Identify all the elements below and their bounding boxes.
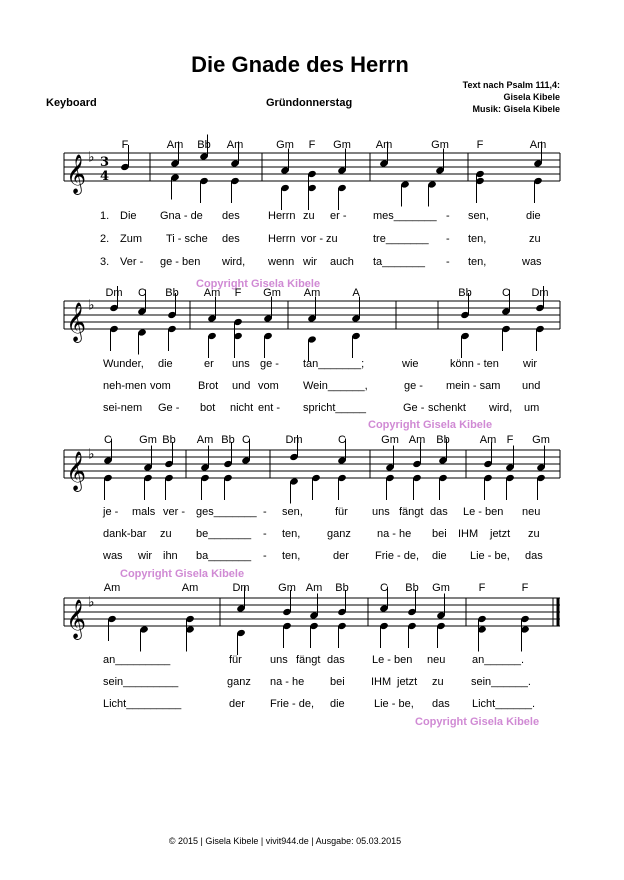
lyric-syllable: wir (303, 256, 318, 268)
lyric-syllable: sein______. (471, 676, 531, 688)
chord-symbol: C (242, 434, 250, 446)
lyric-syllable: wenn (268, 256, 295, 268)
lyric-syllable: uns (372, 506, 390, 518)
lyric-syllable: zu (432, 676, 444, 688)
lyric-syllable: tan_______; (303, 358, 365, 370)
lyric-syllable: Lie - be, (374, 698, 414, 710)
lyric-syllable: um (524, 402, 540, 414)
credit-text: Text nach Psalm 111,4: (462, 80, 560, 90)
chord-symbol: F (521, 582, 529, 594)
copyright-watermark: Copyright Gisela Kibele (368, 419, 493, 431)
lyric-syllable: ver - (163, 506, 185, 518)
chord-symbol: Bb (221, 434, 235, 446)
chord-symbol: Bb (458, 287, 472, 299)
lyric-syllable: und (232, 380, 251, 392)
lyric-syllable: an______. (472, 654, 524, 666)
lyric-syllable: und (522, 380, 541, 392)
lyric-syllable: ent - (258, 402, 281, 414)
lyric-syllable: ge - ben (160, 256, 201, 268)
lyric-syllable: vom (258, 380, 279, 392)
chord-symbol: Gm (432, 582, 450, 594)
chord-symbol: Dm (531, 287, 549, 299)
lyric-syllable: ten, (468, 233, 487, 245)
chord-symbol: Am (479, 434, 497, 446)
lyric-syllable: des (222, 233, 240, 245)
instrument-label: Keyboard (46, 97, 97, 109)
lyric-syllable: ganz (327, 528, 351, 540)
chord-symbol: Dm (232, 582, 250, 594)
verse-number: 1. (100, 210, 110, 222)
chord-symbol: C (502, 287, 510, 299)
lyric-syllable: das (432, 698, 450, 710)
occasion-label: Gründonnerstag (266, 97, 353, 109)
lyric-syllable: ta_______ (373, 256, 425, 268)
lyric-syllable: die (158, 358, 173, 370)
treble-clef-icon: 𝄞 (66, 599, 87, 639)
lyric-syllable: neu (522, 506, 541, 518)
lyric-syllable: Frie - de, (375, 550, 420, 562)
lyric-syllable: fängt (296, 654, 321, 666)
chord-symbol: F (234, 287, 242, 299)
chord-symbol: Am (529, 139, 547, 151)
chord-symbol: Gm (333, 139, 351, 151)
lyric-syllable: ge - (260, 358, 279, 370)
lyric-syllable: na - he (270, 676, 305, 688)
lyric-syllable: wird, (222, 256, 246, 268)
chord-symbol: Gm (263, 287, 281, 299)
lyric-syllable: sei-nem (103, 402, 143, 414)
credit-composer: Musik: Gisela Kibele (472, 104, 560, 114)
verse-number: 2. (100, 233, 110, 245)
lyric-syllable: - (446, 233, 450, 245)
chord-symbol: C (138, 287, 146, 299)
lyric-syllable: für (229, 654, 242, 666)
lyric-syllable: ten, (282, 528, 301, 540)
chord-symbol: F (121, 139, 129, 151)
chord-symbol: Am (408, 434, 426, 446)
lyric-syllable: Ge - (158, 402, 180, 414)
lyric-syllable: - (263, 506, 267, 518)
lyric-syllable: zu (529, 233, 541, 245)
lyric-syllable: Wunder, (103, 358, 144, 370)
chord-symbol: Bb (165, 287, 179, 299)
lyric-syllable: fängt (399, 506, 424, 518)
lyric-syllable: Brot (198, 380, 219, 392)
chord-symbol: Gm (276, 139, 294, 151)
lyric-syllable: Licht_________ (103, 698, 182, 710)
lyric-syllable: die (526, 210, 541, 222)
verse-number: 3. (100, 256, 110, 268)
lyric-syllable: ten, (468, 256, 487, 268)
lyric-syllable: wir (138, 550, 153, 562)
lyric-syllable: schenkt (428, 402, 466, 414)
lyric-syllable: dank-bar (103, 528, 147, 540)
notation-marks (66, 135, 549, 656)
chord-symbol: Am (203, 287, 221, 299)
lyric-syllable: ganz (227, 676, 251, 688)
time-signature: 3 (100, 155, 110, 170)
key-flat-icon: ♭ (88, 594, 95, 611)
lyric-syllable: könn - ten (450, 358, 499, 370)
chord-symbol: C (338, 434, 346, 446)
treble-clef-icon: 𝄞 (66, 302, 87, 342)
lyric-syllable: sen, (468, 210, 489, 222)
chord-symbol: C (380, 582, 388, 594)
lyric-syllable: die (432, 550, 447, 562)
lyric-syllable: tre_______ (373, 233, 429, 245)
lyric-syllable: Ti - sche (166, 233, 208, 245)
lyric-syllable: - (263, 550, 267, 562)
lyric-syllable: sen, (282, 506, 303, 518)
lyric-syllable: was (103, 550, 123, 562)
lyric-syllable: ba_______ (196, 550, 252, 562)
chord-symbol: F (478, 582, 486, 594)
lyric-syllable: be_______ (196, 528, 252, 540)
lyric-syllable: Herrn (268, 210, 296, 222)
lyric-syllable: wie (402, 358, 419, 370)
lyric-syllable: je - (103, 506, 119, 518)
chord-symbol: F (506, 434, 514, 446)
chord-symbol: A (352, 287, 360, 299)
footer-text: © 2015 | Gisela Kibele | vivit944.de | Ausgabe: 05.03.2015 (168, 836, 402, 846)
lyric-syllable: ten, (282, 550, 301, 562)
lyric-syllable: mals (132, 506, 156, 518)
lyric-syllable: Le - ben (463, 506, 504, 518)
treble-clef-icon: 𝄞 (66, 451, 87, 491)
lyric-syllable: nicht (230, 402, 254, 414)
time-signature: 4 (100, 169, 110, 184)
lyric-syllable: Ge - (403, 402, 425, 414)
lyric-syllable: - (446, 256, 450, 268)
chord-symbol: Gm (532, 434, 550, 446)
lyric-syllable: was (522, 256, 542, 268)
lyric-syllable: Frie - de, (270, 698, 315, 710)
lyric-syllable: jetzt (397, 676, 418, 688)
chord-symbol: C (104, 434, 112, 446)
lyric-syllable: zu (160, 528, 172, 540)
lyric-syllable: Licht______. (472, 698, 535, 710)
chord-symbol: Gm (139, 434, 157, 446)
chord-symbol: F (476, 139, 484, 151)
credit-lyricist: Gisela Kibele (503, 92, 560, 102)
lyric-syllable: ge - (404, 380, 423, 392)
lyric-syllable: jetzt (490, 528, 511, 540)
chord-symbol: Gm (278, 582, 296, 594)
lyric-syllable: sein_________ (103, 676, 179, 688)
lyric-syllable: zu (528, 528, 540, 540)
lyric-syllable: Wein______, (303, 380, 368, 392)
lyric-syllable: er (204, 358, 214, 370)
chord-symbol: Am (303, 287, 321, 299)
copyright-watermark: Copyright Gisela Kibele (196, 278, 321, 290)
lyric-syllable: bot (200, 402, 216, 414)
key-flat-icon: ♭ (88, 297, 95, 314)
chord-symbol: Bb (436, 434, 450, 446)
lyric-syllable: er - (330, 210, 347, 222)
lyric-syllable: - (263, 528, 267, 540)
lyric-syllable: - (446, 210, 450, 222)
lyric-syllable: wird, (489, 402, 513, 414)
lyric-syllable: das (430, 506, 448, 518)
lyric-syllable: uns (270, 654, 288, 666)
chord-symbol: Dm (105, 287, 123, 299)
key-flat-icon: ♭ (88, 149, 95, 166)
chord-symbol: Bb (405, 582, 419, 594)
chord-symbol: Gm (431, 139, 449, 151)
chord-symbol: Bb (335, 582, 349, 594)
lyric-syllable: na - he (377, 528, 412, 540)
lyric-syllable: neu (427, 654, 446, 666)
staves (64, 153, 560, 626)
lyric-syllable: Herrn (268, 233, 296, 245)
chord-symbol: F (308, 139, 316, 151)
lyric-syllable: ges_______ (196, 506, 257, 518)
chord-symbol: Am (226, 139, 244, 151)
lyric-syllable: bei (432, 528, 447, 540)
lyric-syllable: der (229, 698, 245, 710)
chord-symbol: Am (196, 434, 214, 446)
lyric-syllable: ihn (163, 550, 178, 562)
chord-symbol: Bb (162, 434, 176, 446)
lyric-syllable: mes_______ (373, 210, 437, 222)
lyric-syllable: auch (330, 256, 354, 268)
lyric-syllable: spricht_____ (303, 402, 366, 414)
lyric-syllable: die (330, 698, 345, 710)
chord-symbol: Am (181, 582, 199, 594)
lyric-syllable: wir (523, 358, 538, 370)
lyric-syllable: an_________ (103, 654, 171, 666)
chord-symbol: Am (166, 139, 184, 151)
chord-symbol: Gm (381, 434, 399, 446)
chord-symbol: Am (375, 139, 393, 151)
lyric-syllable: zu (303, 210, 315, 222)
lyric-syllable: Ver - (120, 256, 144, 268)
lyric-syllable: bei (330, 676, 345, 688)
lyric-syllable: uns (232, 358, 250, 370)
lyric-syllable: Lie - be, (470, 550, 510, 562)
copyright-watermark: Copyright Gisela Kibele (120, 568, 245, 580)
chord-symbol: Am (305, 582, 323, 594)
key-flat-icon: ♭ (88, 446, 95, 463)
chord-symbol: Bb (197, 139, 211, 151)
copyright-watermark: Copyright Gisela Kibele (415, 716, 540, 728)
lyric-syllable: das (327, 654, 345, 666)
lyric-syllable: IHM (371, 676, 392, 688)
lyric-syllable: Le - ben (372, 654, 413, 666)
lyric-syllable: mein - sam (446, 380, 501, 392)
lyric-syllable: der (333, 550, 349, 562)
lyric-syllable: für (335, 506, 348, 518)
lyric-syllable: Zum (120, 233, 142, 245)
lyric-syllable: IHM (458, 528, 479, 540)
chord-symbol: Dm (285, 434, 303, 446)
treble-clef-icon: 𝄞 (66, 154, 87, 194)
chord-symbol: Am (103, 582, 121, 594)
lyric-syllable: Gna - de (160, 210, 203, 222)
lyric-syllable: Die (120, 210, 137, 222)
page-title: Die Gnade des Herrn (191, 52, 409, 77)
lyric-syllable: des (222, 210, 240, 222)
lyric-syllable: neh-men (103, 380, 147, 392)
lyric-syllable: vor - zu (301, 233, 338, 245)
lyric-syllable: vom (150, 380, 171, 392)
lyric-syllable: das (525, 550, 543, 562)
